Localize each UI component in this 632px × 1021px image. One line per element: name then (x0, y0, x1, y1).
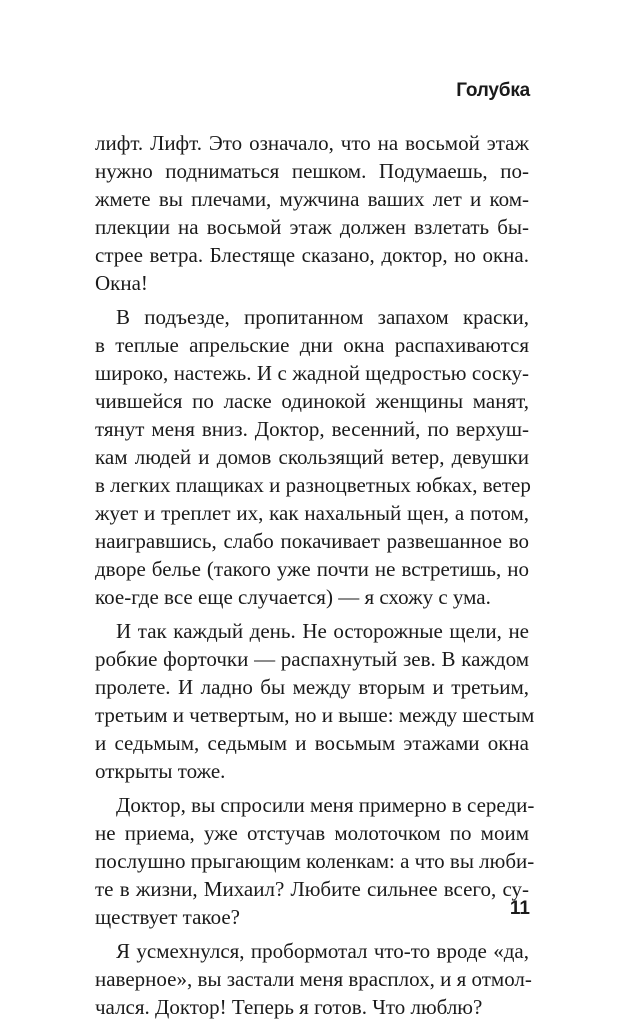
text-line: лифт. Лифт. Это означало, что на восьмой этаж (95, 131, 529, 155)
text-line: чившейся по ласке одинокой женщины манят, (95, 389, 529, 413)
text-line: кое-где все еще случается) — я схожу с ума. (95, 585, 491, 609)
paragraph-5 (95, 937, 532, 1021)
text-line: Окна! (95, 271, 148, 295)
text-line: послушно прыгающим коленкам: а что вы люби- (95, 849, 535, 873)
running-title: Голубка (456, 80, 530, 101)
paragraph-1 (95, 129, 529, 297)
text-line: жмете вы плечами, мужчина ваших лет и ком- (95, 187, 529, 211)
text-line: плекции на восьмой этаж должен взлетать бы- (95, 215, 529, 239)
text-line: жует и треплет их, как нахальный щен, а потом, (95, 501, 529, 525)
text-line: пролете. И ладно бы между вторым и третьим, (95, 675, 529, 699)
page-number: 11 (509, 898, 530, 919)
text-line: И так каждый день. Не осторожные щели, не (116, 619, 529, 643)
text-line: открыты тоже. (95, 759, 226, 783)
text-line: тянут меня вниз. Доктор, весенний, по верхуш- (95, 417, 529, 441)
text-line: широко, настежь. И с жадной щедростью соску- (95, 361, 529, 385)
text-line: наигравшись, слабо покачивает развешанное во (95, 529, 529, 553)
paragraph-4 (95, 791, 535, 931)
text-line: кам людей и домов скользящий ветер, девушки (95, 445, 529, 469)
text-line: стрее ветра. Блестяще сказано, доктор, но окна. (95, 243, 529, 267)
text-line: не приема, уже отстучав молоточком по моим (95, 821, 529, 845)
text-line: наверное», вы застали меня врасплох, и я отмол- (95, 967, 532, 991)
text-line: в легких плащиках и разноцветных юбках, ветер (95, 473, 531, 497)
text-line: третьим и четвертым, но и выше: между шестым (95, 703, 535, 727)
paragraph-2 (95, 303, 529, 611)
text-line: те в жизни, Михаил? Любите сильнее всего, су- (95, 877, 529, 901)
text-line: Я усмехнулся, пробормотал что-то вроде «да, (116, 939, 529, 963)
text-line: В подъезде, пропитанном запахом краски, (116, 305, 529, 329)
text-line: чался. Доктор! Теперь я готов. Что люблю? (95, 995, 483, 1019)
body-text (95, 129, 535, 1021)
text-line: дворе белье (такого уже почти не встретишь, но (95, 557, 529, 581)
text-line: нужно подниматься пешком. Подумаешь, по- (95, 159, 529, 183)
text-line: в теплые апрельские дни окна распахиваются (95, 333, 529, 357)
text-line: и седьмым, седьмым и восьмым этажами окна (95, 731, 529, 755)
text-line: ществует такое? (95, 905, 240, 929)
text-line: робкие форточки — распахнутый зев. В каждом (95, 647, 529, 671)
paragraph-3 (95, 617, 535, 785)
text-line: Доктор, вы спросили меня примерно в середи- (116, 793, 535, 817)
